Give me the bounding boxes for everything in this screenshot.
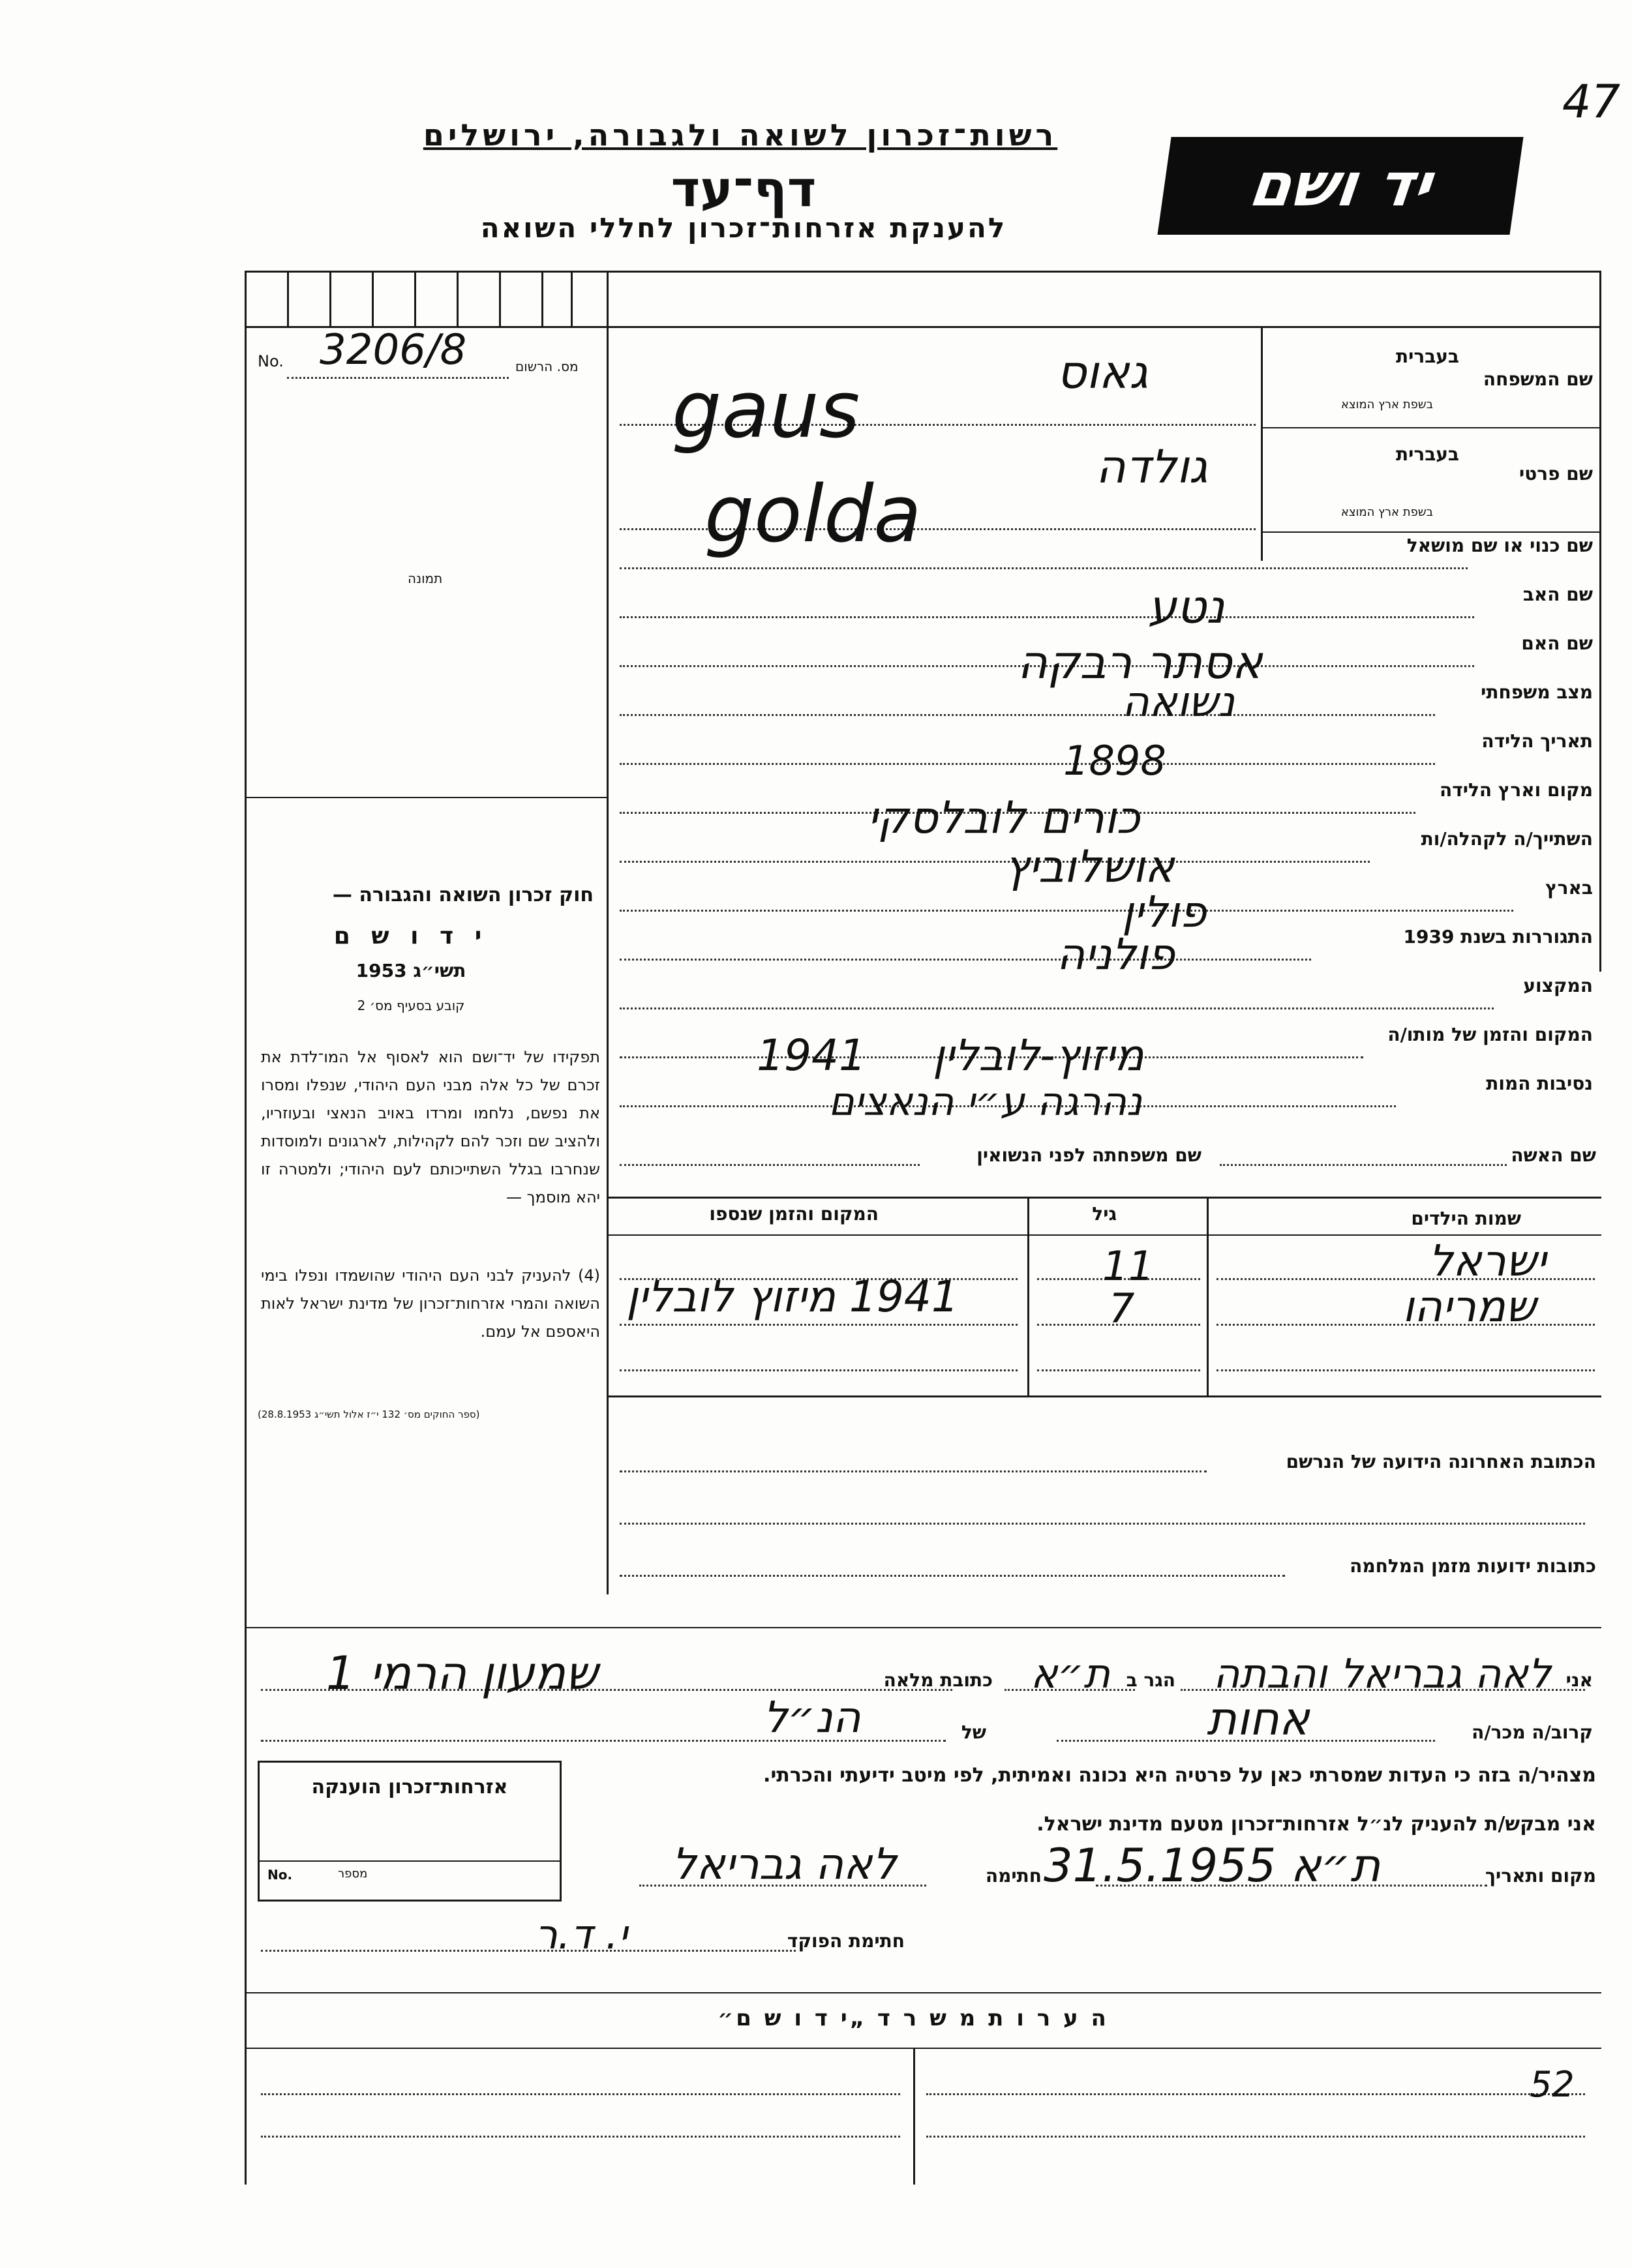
declarant-address-label: כתובת מלאה [883,1669,993,1691]
surname-hebrew-label: בעברית [1395,346,1459,367]
law-paragraph-2: (4) להעניק לבני העם היהודי שהושמדו ונפלו בימי השואה והמרי אזרחות־זכרון של מדינת ישראל לאות היאספם אל עמם. [261,1266,600,1341]
logo-text: יד ושם [1245,150,1436,220]
office-remarks-title: ה ע ר ו ת מ ש ר ד „י ד ו ש ם״ [718,2005,1109,2031]
country-label: בארץ [1545,877,1593,899]
law-citation: (ספר החוקים מס׳ 132 י״ז אלול תשי״ג 28.8.1953) [258,1409,480,1420]
birth-date-label: תאריך הלידה [1481,730,1593,752]
signature-value: לאה גבריאל [672,1839,897,1889]
yad-vashem-logo [1157,137,1523,235]
citizenship-stamp-box [258,1761,562,1902]
signature-label: חתימה [985,1865,1042,1887]
first-name-origin-label: בשפת ארץ המוצא [1340,505,1433,519]
birth-date-value: 1898 [1063,737,1166,784]
registration-no-label: No. [258,352,284,370]
residence-value: פולניה [1057,929,1175,979]
last-known-address-label: הכתובת האחרונה הידועה של הנרשם [1286,1451,1596,1472]
wartime-address-label: כתובות ידועות מזמן המלחמה [1350,1555,1596,1577]
law-name: י ד ו ש ם [333,923,489,949]
nickname-label: שם כנוי או שם מושאל [1406,535,1593,556]
surname-origin-value: gaus [672,365,860,456]
stamp-no-label: No. [267,1867,293,1883]
photo-label: תמונה [408,571,443,586]
surname-hebrew-value: גאוס [1057,346,1149,399]
death-year-value: 1941 [757,1030,866,1081]
children-names-header: שמות הילדים [1411,1208,1521,1229]
death-place-value: מיזוץ-לובלין [933,1030,1144,1081]
surname-origin-label: בשפת ארץ המוצא [1340,398,1433,411]
mother-label: שם האם [1521,633,1593,654]
country-value: פולין [1122,887,1207,937]
family-status-label: מצב משפחתי [1481,681,1593,703]
document-subtitle: להענקת אזרחות־זכרון לחללי השואה [480,212,1007,244]
archive-page-number: 47 [1562,75,1621,128]
table-row-child-place: 1941 מיזוץ לובלין [626,1272,959,1322]
declarant-name: לאה גבריאל והבתה [1213,1650,1552,1697]
first-name-origin-value: golda [704,470,922,560]
birth-place-label: מקום וארץ הלידה [1440,779,1593,801]
relation-value: אחות [1207,1692,1310,1746]
registration-label: מס. הרשום [515,359,579,374]
circumstances-value: נהרגה ע״י הנאצים [828,1079,1142,1125]
registration-number: 3206/8 [320,326,467,374]
table-row-child-age: 7 [1109,1285,1135,1332]
residence-label: התגוררות בשנת 1939 [1403,926,1593,947]
table-row-child-age: 11 [1102,1242,1154,1290]
first-name-hebrew-label: בעברית [1395,443,1459,465]
authority-line: רשות־זכרון לשואה ולגבורה, ירושלים [423,117,1058,153]
father-value: נטע [1148,580,1225,634]
birth-place-value: כורים לובלסקי [868,792,1140,844]
relation-label: קרוב/ה מכר/ה [1472,1722,1593,1743]
community-value: אושלוביץ [1005,841,1175,893]
first-name-label: שם פרטי [1519,463,1593,485]
first-name-hebrew-value: גולדה [1096,440,1208,494]
place-date-value: ת״א 31.5.1955 [1044,1839,1381,1892]
officer-label: חתימת הפוקד [787,1930,905,1952]
of-value: הנ״ל [763,1692,861,1742]
declarant-i-label: אני [1565,1669,1593,1691]
surname-label: שם המשפחה [1483,368,1593,390]
death-label: המקום והזמן של מותו/ה [1387,1024,1593,1045]
request-text: אני מבקש/ת להעניק לנ״ל אזרחות־זכרון מטעם מדינת ישראל. [1036,1813,1596,1836]
declarant-resides-label: הגר ב [1126,1669,1175,1691]
table-row-child-name: שמריהו [1402,1281,1536,1332]
law-year: תשי״ג 1953 [355,960,466,981]
stamp-title: אזרחות־זכרון הוענקה [311,1776,508,1798]
children-age-header: גיל [1092,1203,1117,1225]
archive-bottom-number: 52 [1530,2064,1575,2105]
profession-label: המקצוע [1523,975,1593,996]
children-place-header: המקום והזמן שנספו [709,1203,879,1225]
family-status-value: נשואה [1122,678,1235,726]
declarant-address-value: שמעון הרמי 1 [326,1647,598,1700]
declarant-resides-value: ת״א [1031,1650,1111,1697]
place-date-label: מקום ותאריך [1485,1865,1596,1887]
circumstances-label: נסיבות המות [1486,1073,1593,1094]
document-title: דף־עד [671,160,817,218]
spouse-maiden-label: שם משפחתה לפני הנשואין [976,1144,1201,1166]
spouse-label: שם האשה [1511,1144,1596,1166]
law-paragraph-1: תפקידו של יד־ושם הוא לאסוף אל המו־לדת את זכרם של כל אלה מבני העם היהודי, שנפלו ומסרו את נפשם, נלחמו ומרדו באויב הנאצי ובעוזריו, ולהציב שם וזכר להם לקהילות, לארגונים ולמוסדות שנחרבו בגלל השתייכותם לעם היהודי; ולמטרה זו יהא מוסמך — [261,1048,600,1206]
stamp-number-label: מספר [338,1867,368,1881]
law-section: קובע בסעיף מס׳ 2 [357,998,465,1013]
of-label: של [961,1722,986,1743]
father-label: שם האב [1522,584,1593,605]
community-label: השתייך/ה לקהלה/ות [1421,828,1593,850]
officer-signature: י. ד.ר [535,1911,627,1958]
table-row-child-name: ישראל [1428,1236,1547,1286]
law-title: חוק זכרון השואה והגבורה — [332,884,594,906]
declaration-text: מצהיר/ה בזה כי העדות שמסרתי כאן על פרטיה היא נכונה ואמיתית, לפי מיטב ידיעתי והכרתי. [763,1764,1596,1787]
mother-value: אסתר רבקה [1018,636,1263,689]
